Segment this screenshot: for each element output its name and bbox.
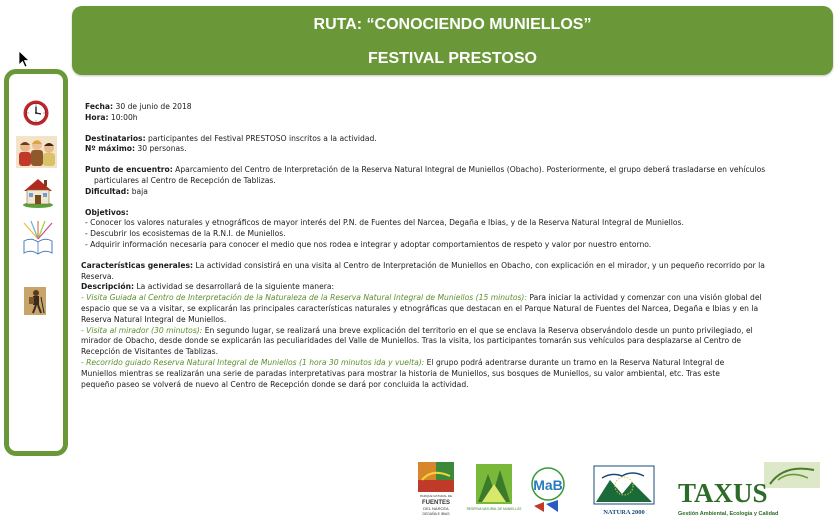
- svg-text:DEL NARCEA: DEL NARCEA: [423, 506, 449, 511]
- fuentes-del-narcea-logo: [412, 462, 462, 518]
- objectives-icon: [21, 221, 55, 257]
- festival-subtitle: FESTIVAL PRESTOSO: [368, 50, 537, 67]
- description-line: Descripción: La actividad se desarrollará de la siguiente manera:: [81, 282, 335, 292]
- mab-logo: [528, 462, 568, 518]
- max-participants-line: Nº máximo: 30 personas.: [85, 144, 187, 154]
- audience-line: Destinatarios: participantes del Festival PRESTOSO inscritos a la actividad.: [85, 133, 377, 143]
- date-line: Fecha: 30 de junio de 2018: [85, 102, 192, 111]
- svg-text:MaB: MaB: [533, 477, 563, 493]
- step-1-line-3: Reserva Natural Integral de Muniellos.: [81, 314, 227, 324]
- objective-item: - Descubrir los ecosistemas de la R.N.I. de Muniellos.: [85, 229, 286, 239]
- general-features-line-2: Reserva.: [81, 271, 114, 281]
- route-title: RUTA: “CONOCIENDO MUNIELLOS”: [313, 16, 592, 33]
- step-1-line: - Visita Guiada al Centro de Interpretación de la Naturaleza de la Reserva Natural Integral de Muniellos (15 minutos): Para iniciar la actividad y comenzar con una visión global del: [81, 293, 762, 303]
- house-icon: [21, 176, 55, 208]
- step-3-title: - Recorrido guiado Reserva Natural Integral de Muniellos (1 hora 30 minutos ida y vuelta):: [81, 357, 425, 367]
- taxus-logo: [674, 460, 822, 520]
- svg-text:DEGAÑA E IBIAS: DEGAÑA E IBIAS: [422, 512, 450, 516]
- svg-text:Gestión Ambiental, Ecología y: Gestión Ambiental, Ecología y Calidad: [678, 511, 779, 517]
- step-3-line-2: Muniellos mientras se realizarán una serie de paradas interpretativas para mostrar la historia de Muniellos, sus bosques de Muniellos, su valor ambiental, etc. Tras este: [81, 368, 720, 378]
- clock-icon: [22, 99, 50, 127]
- svg-text:TAXUS: TAXUS: [678, 478, 768, 508]
- mouse-cursor-icon: [18, 50, 30, 68]
- svg-text:PARQUE NATURAL DE: PARQUE NATURAL DE: [420, 494, 452, 498]
- step-3-line-3: pequeño paseo se volverá de nuevo al Centro de Recepción donde se dará por concluida la actividad.: [81, 379, 469, 389]
- step-2-title: - Visita al mirador (30 minutos):: [81, 325, 203, 335]
- natura-2000-logo: [592, 464, 656, 518]
- step-2-line-3: Recepción de Visitantes de Tablizas.: [81, 347, 218, 357]
- step-1-line-2: espacio que se va a visitar, se explicarán las principales características naturales y etnográficas que destacan en el Parque Natural de Fuentes del Narcea, Degaña e Ibias y en la: [81, 303, 759, 313]
- activity-details: [81, 102, 813, 390]
- objectives-heading: Objetivos:: [85, 207, 129, 217]
- objective-item: - Conocer los valores naturales y etnográficos de mayor interés del P.N. de Fuentes del Narcea, Degaña e Ibias, y de la Reserva Natural Integral de Muniellos.: [85, 218, 684, 228]
- difficulty-line: Dificultad: baja: [85, 186, 148, 196]
- step-1-title: - Visita Guiada al Centro de Interpretación de la Naturaleza de la Reserva Natural Integral de Muniellos (15 minutos):: [81, 293, 527, 303]
- title-banner: [72, 6, 833, 75]
- people-icon: [16, 136, 57, 168]
- general-features-line: Características generales: La actividad consistirá en una visita al Centro de Interpretación de Muniellos en Obacho, con explicación en el mirador, y un pequeño recorrido por la: [81, 260, 765, 270]
- svg-text:NATURA 2000: NATURA 2000: [603, 509, 645, 516]
- step-2-line-2: mirador de Obacho, desde donde se explicarán las peculiaridades del Valle de Muniellos. Tras la visita, los participantes tomarán sus vehículos para desplazarse al Centro de: [81, 336, 742, 346]
- step-2-line: - Visita al mirador (30 minutos): En segundo lugar, se realizará una breve explicación del territorio en el que se enclava la Reserva observándolo desde un punto privilegiado, el: [81, 325, 753, 335]
- meeting-point-line-2: particulares al Centro de Recepción de Tablizas.: [94, 175, 276, 185]
- icon-sidebar: [4, 69, 68, 456]
- meeting-point-line: Punto de encuentro: Aparcamiento del Centro de Interpretación de la Reserva Natural Integral de Muniellos (Obacho). Posteriormente, el grupo deberá trasladarse en vehículos: [85, 165, 766, 175]
- objective-item: - Adquirir información necesaria para conocer el medio que nos rodea e integrar y adoptar comportamientos de respeto y valor por nuestro entorno.: [85, 239, 652, 249]
- time-line: Hora: 10:00h: [85, 112, 138, 122]
- svg-text:RESERVA NATURAL DE MUNIELLOS: RESERVA NATURAL DE MUNIELLOS: [466, 507, 522, 511]
- step-3-line: - Recorrido guiado Reserva Natural Integral de Muniellos (1 hora 30 minutos ida y vuelta): El grupo podrá adentrarse durante un tramo en la Reserva Natural Integral de: [81, 357, 725, 367]
- svg-text:FUENTES: FUENTES: [421, 500, 451, 506]
- reserva-muniellos-logo: [466, 462, 522, 518]
- hiker-icon: [24, 287, 46, 315]
- sponsor-logos: [412, 460, 822, 520]
